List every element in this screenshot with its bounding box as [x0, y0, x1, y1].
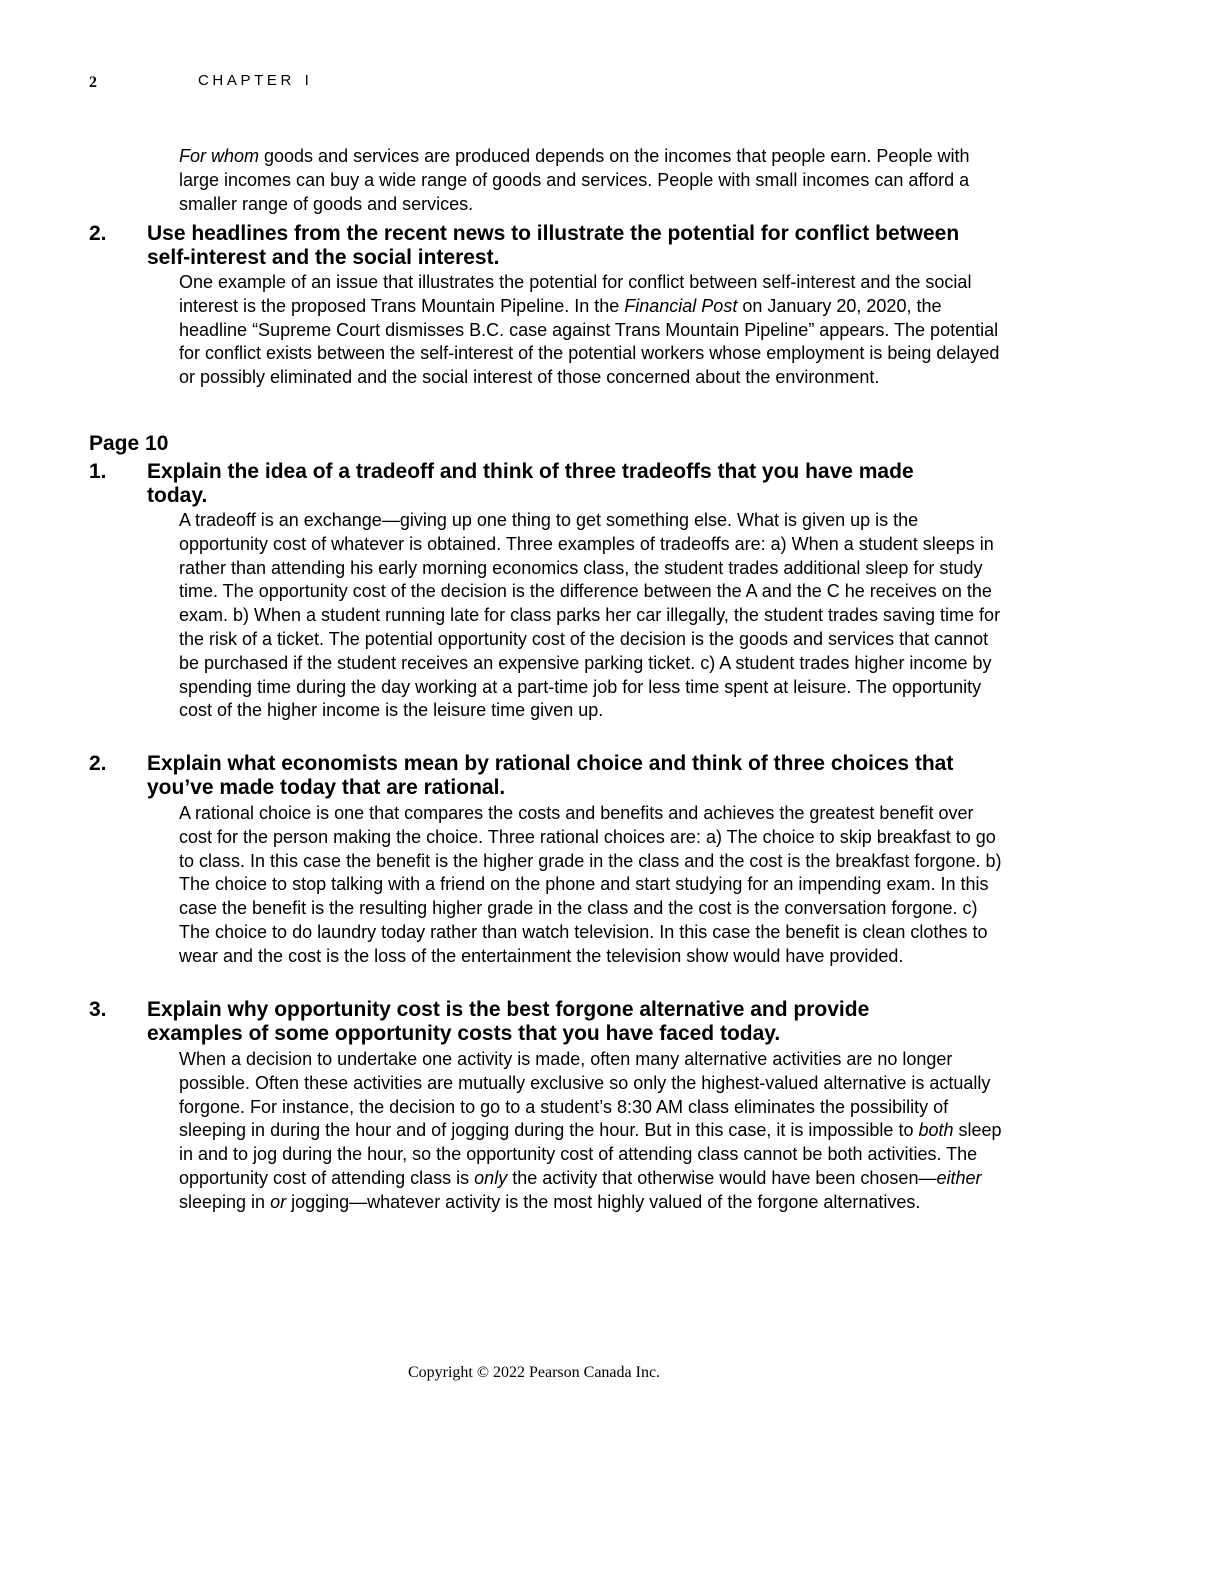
answer-text: sleep in and to jog during the hour, so the opportunity cost of attending class cannot be both activities. The opportunity cost of attending class is	[179, 1120, 1002, 1188]
running-header	[0, 72, 1224, 96]
intro-emphasis: For whom	[179, 146, 260, 166]
question-number: 1.	[89, 460, 107, 483]
page-footer	[0, 1364, 1224, 1382]
chapter-word: CHAPTER	[198, 72, 295, 89]
answer-paragraph-3	[179, 1048, 1004, 1215]
copyright-notice: Copyright © 2022 Pearson Canada Inc.	[407, 1364, 661, 1381]
question-text: Use headlines from the recent news to illustrate the potential for conflict between self-interest and the social interest.	[147, 222, 960, 269]
chapter-number: I	[304, 72, 313, 89]
emphasis-either: either	[936, 1167, 982, 1188]
section-heading: Page 10	[89, 432, 169, 455]
intro-text: goods and services are produced depends on the incomes that people earn. People with large incomes can buy a wide range of goods and services. People with small incomes can afford a smaller range of goods and services.	[179, 146, 970, 214]
answer-paragraph-prev-2	[179, 271, 1004, 390]
emphasis-only: only	[474, 1167, 508, 1188]
answer-text: sleeping in	[179, 1191, 271, 1212]
question-number: 2.	[89, 752, 107, 775]
answer-paragraph-2: A rational choice is one that compares the costs and benefits and achieves the greatest benefit over cost for the person making the choice. Three rational choices are: a) The choice to skip breakfast to go to class. In this case the benefit is the higher grade in the class and the cost is the breakfast forgone. b) The choice to stop talking with a friend on the phone and start studying for an impending exam. In this case the benefit is the resulting higher grade in the class and the cost is the conversation forgone. c) The choice to do laundry today rather than watch television. In this case the benefit is clean clothes to wear and the cost is the loss of the entertainment the television show would have provided.	[179, 803, 1002, 966]
question-text: Explain the idea of a tradeoff and think of three tradeoffs that you have made today.	[147, 460, 914, 507]
page-number: 2	[89, 74, 97, 91]
answer-text: One example of an issue that illustrates the potential for conflict between self-interest and the social interest is the proposed Trans Mountain Pipeline. In the	[179, 272, 972, 316]
answer-text: the activity that otherwise would have been chosen—	[507, 1167, 937, 1188]
question-number: 2.	[89, 222, 107, 245]
question-number: 3.	[89, 998, 107, 1021]
chapter-label	[198, 72, 312, 89]
publication-name: Financial Post	[624, 295, 738, 316]
question-text: Explain why opportunity cost is the best forgone alternative and provide examples of some opportunity costs that you have faced today.	[147, 998, 870, 1045]
intro-paragraph	[179, 145, 1004, 216]
answer-paragraph-1: A tradeoff is an exchange—giving up one thing to get something else. What is given up is the opportunity cost of whatever is obtained. Three examples of tradeoffs are: a) When a student sleeps in rather than attending his early morning economics class, the student trades additional sleep for study time. The opportunity cost of the decision is the difference between the A and the C he receives on the exam. b) When a student running late for class parks her car illegally, the student trades saving time for the risk of a ticket. The potential opportunity cost of the decision is the goods and services that cannot be purchased if the student receives an expensive parking ticket. c) A student trades higher income by spending time during the day working at a part-time job for less time spent at leisure. The opportunity cost of the higher income is the leisure time given up.	[179, 510, 1001, 721]
emphasis-or: or	[270, 1191, 287, 1212]
answer-text: When a decision to undertake one activity is made, often many alternative activities are no longer possible. Often these activities are mutually exclusive so only the highest-valued alternative is actually forgone. For instance, the decision to go to a student’s 8:30 AM class eliminates the possibility of sleeping in during the hour and of jogging during the hour. But in this case, it is impossible to	[179, 1049, 991, 1141]
question-text: Explain what economists mean by rational choice and think of three choices that you’ve made today that are rational.	[147, 752, 954, 799]
answer-text: jogging—whatever activity is the most highly valued of the forgone alternatives.	[286, 1191, 921, 1212]
answer-text: on January 20, 2020, the headline “Supreme Court dismisses B.C. case against Trans Mountain Pipeline” appears. The potential for conflict exists between the self-interest of the potential workers whose employment is being delayed or possibly eliminated and the social interest of those concerned about the environment.	[179, 295, 1000, 388]
emphasis-both: both	[918, 1120, 954, 1141]
